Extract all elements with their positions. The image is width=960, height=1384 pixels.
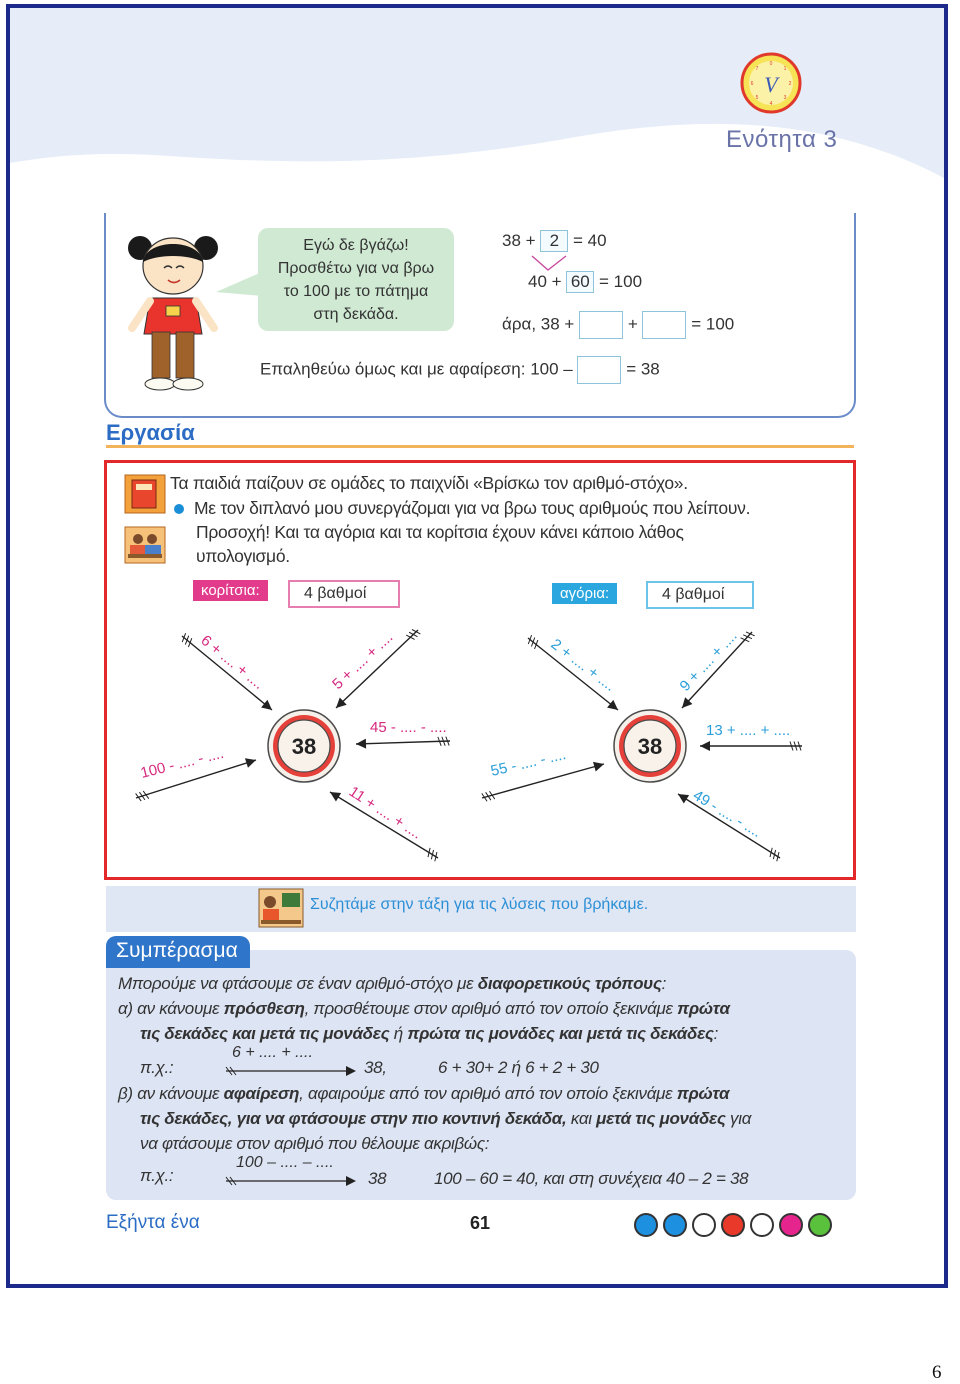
svg-text:2: 2 bbox=[788, 81, 792, 87]
speech-line: Εγώ δε βγάζω! bbox=[303, 237, 409, 254]
conclusion-line-6 bbox=[140, 1109, 751, 1129]
conclusion-text: και bbox=[566, 1109, 597, 1128]
arrow-label: 100 - .... - .... bbox=[138, 744, 226, 782]
arrow-label: 55 - .... - .... bbox=[489, 746, 568, 780]
svg-text:6: 6 bbox=[750, 81, 754, 87]
color-dot bbox=[721, 1213, 745, 1237]
conclusion-text: : bbox=[713, 1024, 719, 1043]
color-dot bbox=[808, 1213, 832, 1237]
color-dot bbox=[692, 1213, 716, 1237]
conclusion-bold: διαφορετικούς τρόπους bbox=[477, 974, 662, 993]
girls-label: κορίτσια: bbox=[193, 580, 268, 601]
arrow-label: 2 + .... + .... bbox=[547, 635, 619, 695]
section-title: Εργασία bbox=[106, 420, 195, 445]
calc-text: άρα, 38 + bbox=[502, 314, 575, 334]
document-page-number: 6 bbox=[932, 1362, 942, 1383]
speech-line: το 100 με το πάτημα bbox=[283, 283, 429, 300]
conclusion-line-5 bbox=[118, 1084, 729, 1104]
arrow-label: 6 + .... + .... bbox=[197, 631, 268, 693]
conclusion-bold: τις δεκάδες και μετά τις μονάδες bbox=[140, 1024, 390, 1043]
conclusion-line-7: να φτάσουμε στον αριθμό που θέλουμε ακριβώς: bbox=[140, 1134, 490, 1153]
arrow-label: 13 + .... + .... bbox=[706, 722, 791, 739]
answer-box: 2 bbox=[540, 230, 568, 252]
conclusion-text: β) αν κάνουμε bbox=[118, 1084, 224, 1103]
target-number: 38 bbox=[291, 734, 317, 759]
conclusion-text: , αφαιρούμε από τον αριθμό από τον οποίο ξεκινάμε bbox=[299, 1084, 677, 1103]
arrow-label: 11 + .... + .... bbox=[345, 783, 425, 843]
conclusion-text: , προσθέτουμε στον αριθμό από τον οποίο ξεκινάμε bbox=[304, 999, 678, 1018]
color-dots bbox=[634, 1213, 832, 1237]
target-arrow bbox=[700, 741, 802, 751]
target-number: 38 bbox=[637, 734, 663, 759]
task-intro-text: Τα παιδιά παίζουν σε ομάδες το παιχνίδι «Βρίσκω τον αριθμό-στόχο». bbox=[170, 473, 688, 493]
conclusion-line-3 bbox=[140, 1024, 718, 1044]
conclusion-bold: πρόσθεση bbox=[223, 999, 305, 1018]
calc-text: = 100 bbox=[691, 314, 735, 334]
boys-score: 4 βαθμοί bbox=[646, 581, 754, 609]
svg-text:0: 0 bbox=[769, 61, 773, 67]
example-2-arrow-label: 100 – .... – .... bbox=[236, 1154, 334, 1171]
color-dot bbox=[779, 1213, 803, 1237]
calc-text: = 40 bbox=[573, 231, 607, 250]
calc-text: 40 + bbox=[528, 272, 562, 291]
footer-page-number: 61 bbox=[470, 1213, 491, 1233]
calc-text: = 38 bbox=[626, 359, 660, 379]
conclusion-bold: τις δεκάδες, για να φτάσουμε στην πιο κοντινή δεκάδα, bbox=[140, 1109, 567, 1128]
boys-label: αγόρια: bbox=[552, 583, 617, 604]
example-1-arrow bbox=[222, 1064, 362, 1078]
example-2-rest: 100 – 60 = 40, και στη συνέχεια 40 – 2 = 38 bbox=[434, 1169, 749, 1188]
conclusion-text: Μπορούμε να φτάσουμε σε έναν αριθμό-στόχο με bbox=[118, 974, 478, 993]
calc-text: + bbox=[627, 314, 638, 334]
svg-text:3: 3 bbox=[783, 95, 787, 101]
svg-text:4: 4 bbox=[769, 101, 773, 107]
example-1-target: 38, bbox=[364, 1058, 387, 1077]
task-warning: Προσοχή! Και τα αγόρια και τα κορίτσια έχουν κάνει κάποιο λάθος bbox=[196, 522, 684, 542]
conclusion-bold: μετά τις μονάδες bbox=[596, 1109, 726, 1128]
task-warning-cont: υπολογισμό. bbox=[196, 546, 290, 566]
conclusion-line-1 bbox=[118, 974, 666, 994]
svg-text:7: 7 bbox=[755, 66, 759, 72]
task-instruction-text: Με τον διπλανό μου συνεργάζομαι για να βρω τους αριθμούς που λείπουν. bbox=[194, 498, 751, 518]
example-1-prefix: π.χ.: bbox=[140, 1058, 174, 1077]
calc-text: Επαληθεύω όμως και με αφαίρεση: 100 – bbox=[260, 359, 573, 379]
girls-score: 4 βαθμοί bbox=[288, 580, 400, 608]
svg-text:V: V bbox=[764, 72, 778, 97]
color-dot bbox=[750, 1213, 774, 1237]
conclusion-text: : bbox=[661, 974, 667, 993]
color-dot bbox=[663, 1213, 687, 1237]
conclusion-tab: Συμπέρασμα bbox=[106, 936, 250, 968]
conclusion-text: α) αν κάνουμε bbox=[118, 999, 224, 1018]
textbook-page bbox=[6, 4, 948, 1288]
example-2-prefix: π.χ.: bbox=[140, 1166, 174, 1185]
answer-box: 60 bbox=[566, 271, 594, 293]
arrow-label: 49 - .... - .... bbox=[689, 786, 765, 841]
conclusion-bold: πρώτα bbox=[677, 999, 730, 1018]
target-arrow bbox=[356, 737, 450, 749]
discuss-text: Συζητάμε στην τάξη για τις λύσεις που βρήκαμε. bbox=[310, 896, 649, 913]
example-1-arrow-label: 6 + .... + .... bbox=[232, 1044, 313, 1061]
conclusion-bold: πρώτα τις μονάδες και μετά τις δεκάδες bbox=[407, 1024, 714, 1043]
unit-label: Ενότητα 3 bbox=[726, 126, 838, 153]
calc-text: 38 + bbox=[502, 231, 536, 250]
color-dot bbox=[634, 1213, 658, 1237]
svg-text:5: 5 bbox=[755, 95, 759, 101]
arrow-label: 45 - .... - .... bbox=[370, 719, 447, 736]
classroom-icon bbox=[258, 888, 304, 928]
svg-text:1: 1 bbox=[783, 66, 787, 72]
arrow-label: 5 + .... + .... bbox=[329, 628, 397, 693]
calc-text: = 100 bbox=[599, 272, 643, 291]
example-2-arrow bbox=[222, 1174, 362, 1188]
footer-page-title: Εξήντα ένα bbox=[106, 1212, 200, 1233]
conclusion-bold: αφαίρεση bbox=[223, 1084, 300, 1103]
arrow-label: 9 + .... + .... bbox=[676, 627, 741, 695]
conclusion-text: ή bbox=[389, 1024, 408, 1043]
speech-line: Προσθέτω για να βρω bbox=[277, 260, 435, 277]
example-2-target: 38 bbox=[368, 1169, 387, 1188]
speech-line: στη δεκάδα. bbox=[313, 306, 399, 323]
conclusion-text: για bbox=[725, 1109, 752, 1128]
example-1-rest: 6 + 30+ 2 ή 6 + 2 + 30 bbox=[438, 1058, 599, 1077]
conclusion-bold: πρώτα bbox=[676, 1084, 730, 1103]
conclusion-line-2 bbox=[118, 999, 730, 1019]
